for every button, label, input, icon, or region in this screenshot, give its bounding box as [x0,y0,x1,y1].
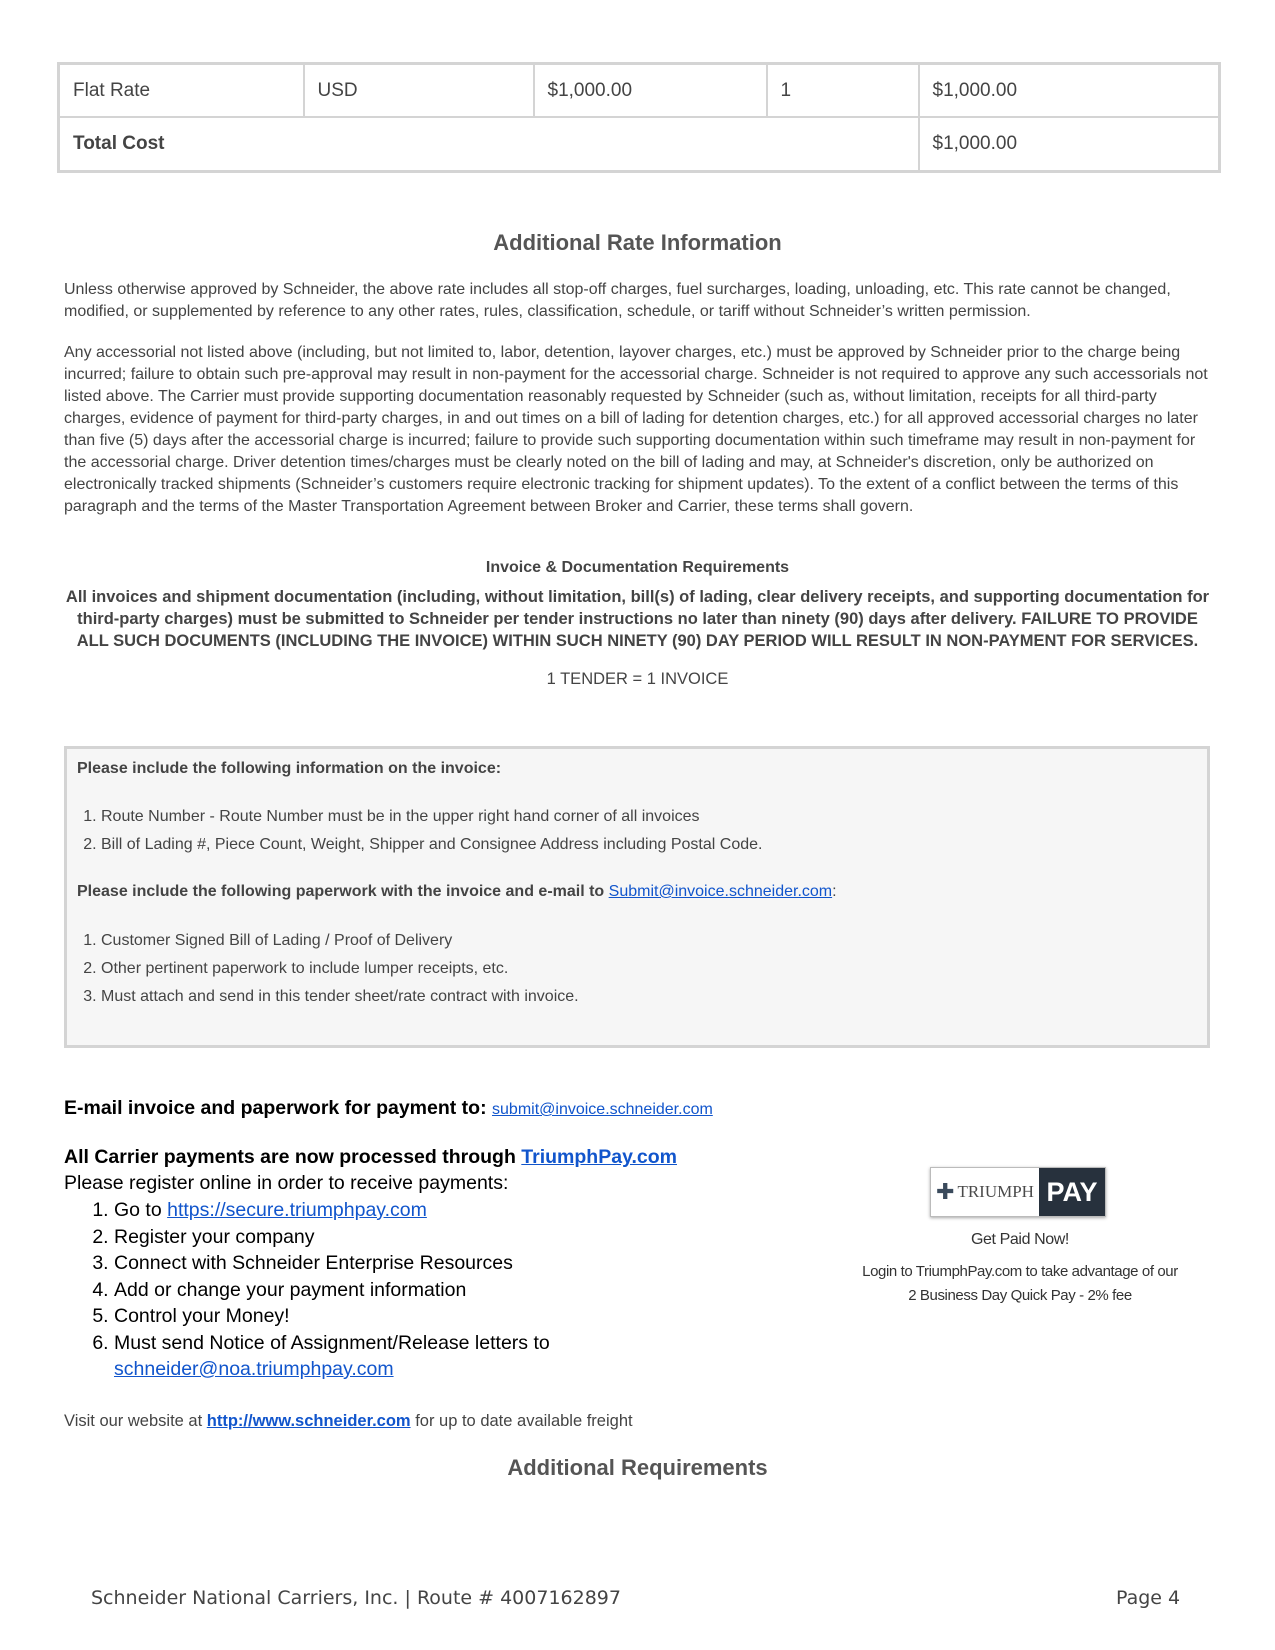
list-item: 5. Control your Money! [114,1303,674,1330]
rate-type-cell: Flat Rate [59,64,304,118]
website-line [64,1412,633,1431]
tender-invoice-rule: 1 TENDER = 1 INVOICE [546,670,729,688]
list-item: 1. Route Number - Route Number must be in the upper right hand corner of all invoices [101,806,762,834]
list-item: 3. Connect with Schneider Enterprise Resources [114,1250,674,1277]
submit-email-link[interactable]: Submit@invoice.schneider.com [608,883,833,900]
rate-paragraph-2: Any accessorial not listed above (including, but not limited to, labor, detention, layover charges, etc.) must be approved by Schneider prior to the charge being incurred; failure to obtain such pre-approval may result in non-payment for the accessorial charge. Schneider is not required to approve any such accessorials not listed above. The Carrier must provide supporting documentation reasonably requested by Schneider (such as, without limitation, receipts for all third-party charges, evidence of payment for third-party charges, in and out times on a bill of lading for detention charges, etc.) for all approved accessorial charges no later than five (5) days after the accessorial charge is incurred; failure to provide such supporting documentation within such timeframe may result in non-payment for the accessorial charge. Driver detention times/charges must be clearly noted on the bill of lading and may, at Schneider's discretion, only be authorized on electronically tracked shipments (Schneider’s customers require electronic tracking for shipment updates). To the extent of a conflict between the terms of this paragraph and the terms of the Master Transportation Agreement between Broker and Carrier, these terms shall govern. [64,344,1208,515]
payment-email-link[interactable]: submit@invoice.schneider.com [492,1101,713,1118]
total-row [59,117,1220,172]
noa-email-link[interactable]: schneider@noa.triumphpay.com [114,1358,394,1380]
triumphpay-link[interactable]: TriumphPay.com [521,1146,677,1168]
step-text: Must send Notice of Assignment/Release letters to [114,1331,550,1354]
total-cost-label: Total Cost [59,117,919,172]
paperwork-heading-suffix: : [832,883,837,900]
line-total-cell: $1,000.00 [919,64,1220,118]
list-item: 1. Customer Signed Bill of Lading / Proof of Delivery [101,930,579,958]
invoice-requirements-body: All invoices and shipment documentation (including, without limitation, bill(s) of lading, clear delivery receipts, and supporting documentation for third-party charges) must be submitted to Schneider per tender instructions no later than ninety (90) days after delivery. FAILURE TO PROVIDE ALL SUCH DOCUMENTS (INCLUDING THE INVOICE) WITHIN SUCH NINETY (90) DAY PERIOD WILL RESULT IN NON-PAYMENT FOR SERVICES. [65,588,1210,650]
list-item [114,1330,674,1383]
step-text: Go to [114,1199,168,1221]
triumph-wordmark: TRIUMPH [957,1182,1034,1201]
invoice-info-list [79,806,762,862]
paperwork-heading [77,883,837,901]
triumphpay-logo [930,1167,1106,1217]
quantity-cell: 1 [767,64,919,118]
list-item: 4. Add or change your payment information [114,1277,674,1304]
website-suffix: for up to date available freight [410,1412,633,1430]
rate-table [57,62,1221,173]
rate-cell: $1,000.00 [534,64,767,118]
list-item [114,1197,674,1224]
payment-steps [90,1197,674,1383]
email-payment-line [64,1097,713,1120]
additional-rate-heading: Additional Rate Information [493,230,782,255]
page-number: Page 4 [1116,1587,1181,1609]
footer-route: Schneider National Carriers, Inc. | Route # 4007162897 [91,1587,621,1609]
promo-line-1: Login to TriumphPay.com to take advantage of our [862,1263,1178,1280]
invoice-info-heading: Please include the following information on the invoice: [77,760,502,777]
cross-icon: ✚ [936,1179,955,1204]
pay-wordmark: PAY [1039,1168,1105,1216]
schneider-website-link[interactable]: http://www.schneider.com [206,1412,411,1430]
list-item: 2. Other pertinent paperwork to include lumper receipts, etc. [101,958,579,986]
paperwork-list [79,930,579,1014]
list-item: 3. Must attach and send in this tender sheet/rate contract with invoice. [101,986,579,1014]
list-item: 2. Bill of Lading #, Piece Count, Weight, Shipper and Consignee Address including Postal Code. [101,834,762,862]
list-item: 2. Register your company [114,1224,674,1251]
rate-paragraph-1: Unless otherwise approved by Schneider, the above rate includes all stop-off charges, fuel surcharges, loading, unloading, etc. This rate cannot be changed, modified, or supplemented by reference to any other rates, rules, classification, schedule, or tariff without Schneider’s written permission. [64,281,1171,320]
table-row [59,64,1220,118]
email-payment-label: E-mail invoice and paperwork for payment to: [64,1097,487,1119]
promo-line-2: 2 Business Day Quick Pay - 2% fee [908,1287,1132,1304]
currency-cell: USD [304,64,534,118]
invoice-info-box [64,746,1210,1048]
triumph-line [64,1146,677,1169]
register-line: Please register online in order to receive payments: [64,1172,509,1194]
triumph-line-text: All Carrier payments are now processed through [64,1146,522,1168]
total-cost-value: $1,000.00 [919,117,1220,172]
secure-triumphpay-link[interactable]: https://secure.triumphpay.com [167,1199,427,1221]
promo-tagline: Get Paid Now! [971,1231,1069,1248]
paperwork-heading-text: Please include the following paperwork with the invoice and e-mail to [77,883,609,900]
triumph-logo-left [931,1168,1039,1216]
invoice-requirements-heading: Invoice & Documentation Requirements [485,559,790,576]
additional-requirements-heading: Additional Requirements [507,1455,768,1480]
website-text: Visit our website at [64,1412,207,1430]
